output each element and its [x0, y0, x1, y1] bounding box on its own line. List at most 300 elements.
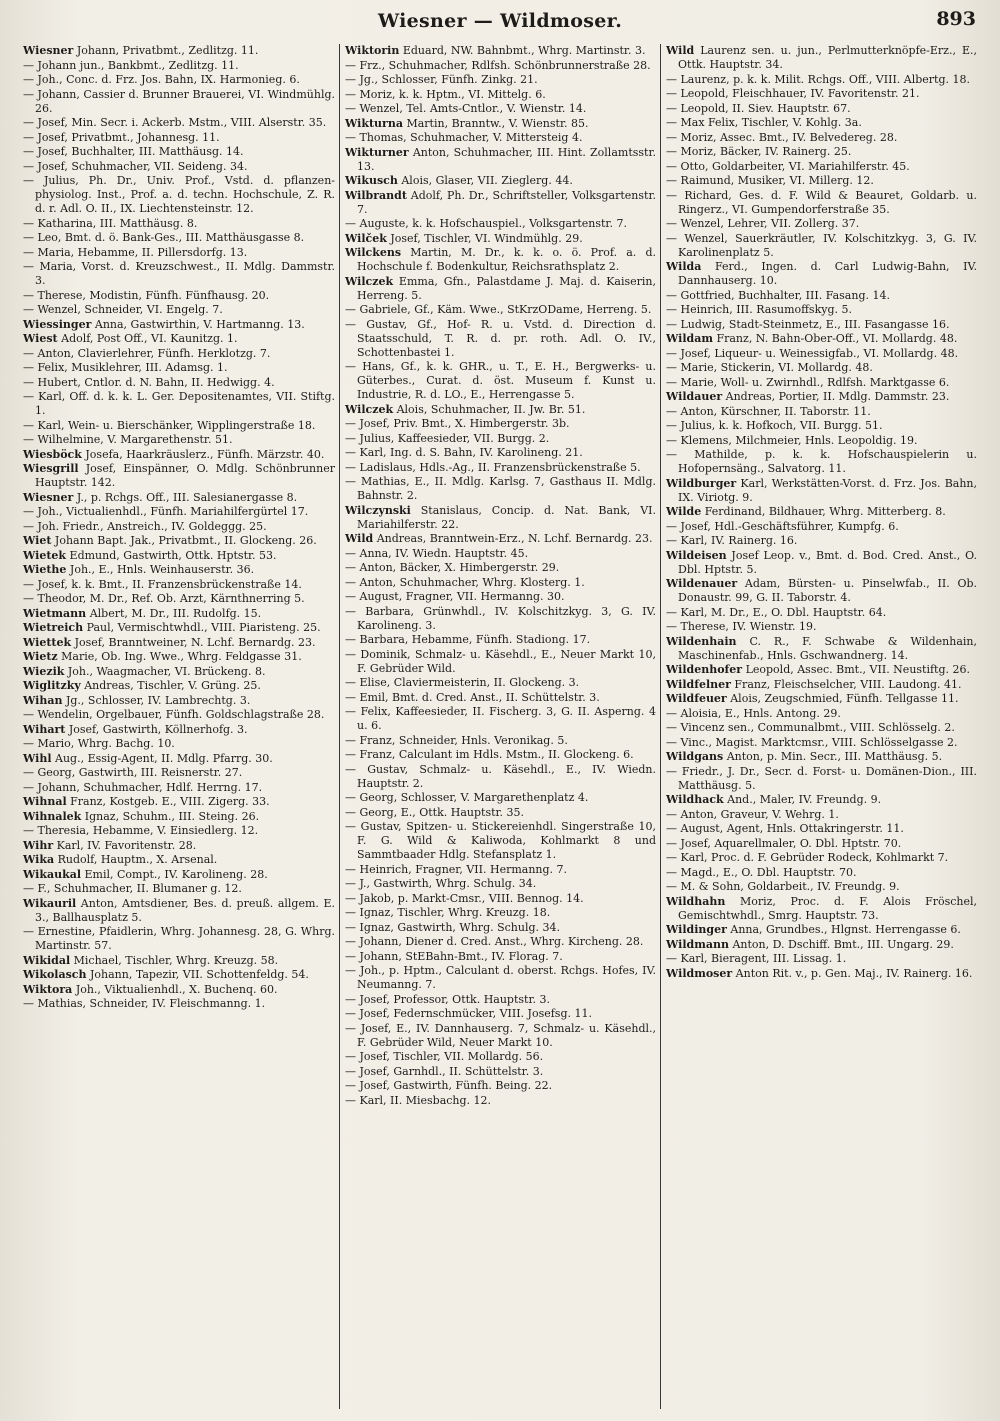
directory-entry [345, 964, 656, 992]
entry-details: — Johann, StEBahn-Bmt., IV. Florag. 7. [345, 949, 563, 963]
directory-entry [23, 433, 335, 447]
entry-details: Franz, N. Bahn-Ober-Off., VI. Mollardg. 48. [716, 332, 958, 345]
entry-surname: Wikturna [345, 116, 403, 130]
entry-details: — Vinc., Magist. Marktcmsr., VIII. Schlösselgasse 2. [666, 735, 958, 749]
entry-details: — Karl, Wein- u. Bierschänker, Wipplingerstraße 18. [23, 418, 316, 432]
entry-surname: Wilczynski [345, 503, 411, 517]
entry-details: — Katharina, III. Matthäusg. 8. [23, 216, 198, 230]
entry-surname: Wiktora [23, 982, 73, 996]
directory-entry [345, 102, 656, 116]
entry-details: — Gottfried, Buchhalter, III. Fasang. 14. [666, 288, 890, 302]
entry-details: — Joh., Conc. d. Frz. Jos. Bahn, IX. Harmonieg. 6. [23, 73, 300, 86]
entry-surname: Wilczek [345, 402, 394, 416]
directory-entry [23, 694, 335, 708]
column-2 [339, 44, 660, 1409]
directory-entry [666, 606, 977, 620]
entry-details: — Josef, Aquarellmaler, O. Dbl. Hptstr. 70. [666, 836, 902, 850]
directory-entry [666, 663, 977, 677]
entry-details: — Elise, Claviermeisterin, II. Glockeng. 3. [345, 676, 580, 689]
directory-entry [23, 217, 335, 231]
directory-entry [345, 633, 656, 647]
entry-details: — Franz, Schneider, Hnls. Veronikag. 5. [345, 733, 568, 747]
entry-details: Rudolf, Hauptm., X. Arsenal. [57, 853, 218, 866]
directory-entry [23, 824, 335, 838]
directory-entry [23, 332, 335, 346]
entry-details: — Maria, Hebamme, II. Pillersdorfg. 13. [23, 245, 248, 259]
directory-entry [345, 648, 656, 676]
directory-entry [23, 708, 335, 722]
directory-entry [666, 102, 977, 116]
entry-details: — Mathias, E., II. Mdlg. Karlsg. 7, Gasthaus II. Mdlg. Bahnstr. 2. [345, 475, 656, 502]
entry-details: Leopold, Assec. Bmt., VII. Neustiftg. 26. [745, 663, 971, 676]
directory-entry [666, 217, 977, 231]
directory-entry [23, 260, 335, 288]
directory-entry [23, 59, 335, 73]
entry-surname: Wiesner [23, 44, 74, 57]
directory-entry [23, 303, 335, 317]
entry-details: — Karl, M. Dr., E., O. Dbl. Hauptstr. 64. [666, 605, 887, 619]
entry-surname: Wiet [23, 534, 52, 547]
entry-details: Josef, Branntweiner, N. Lchf. Bernardg. 23. [74, 635, 316, 649]
directory-entry [345, 1079, 656, 1093]
entry-details: — Anton, Clavierlehrer, Fünfh. Herklotzg. 7. [23, 346, 271, 360]
entry-details: — Felix, Musiklehrer, III. Adamsg. 1. [23, 361, 228, 374]
entry-details: — Richard, Ges. d. F. Wild & Beauret, Goldarb. u. Ringerz., VI. Gumpendorferstraße 35. [666, 188, 977, 216]
directory-entry [23, 925, 335, 953]
entry-details: — Therese, Modistin, Fünfh. Fünfhausg. 20. [23, 288, 270, 302]
directory-entry [23, 116, 335, 130]
directory-entry [666, 303, 977, 317]
directory-entry [345, 146, 656, 174]
entry-details: — Moriz, Bäcker, IV. Rainerg. 25. [666, 145, 852, 158]
entry-details: Johann Bapt. Jak., Privatbmt., II. Glockeng. 26. [54, 534, 317, 547]
entry-details: Moriz, Proc. d. F. Alois Fröschel, Gemischtwhdl., Smrg. Hauptstr. 73. [678, 894, 977, 922]
entry-surname: Wietz [23, 650, 58, 663]
directory-entry [666, 361, 977, 375]
directory-entry [345, 863, 656, 877]
entry-surname: Wilda [666, 260, 702, 273]
entry-details: — Wenzel, Tel. Amts-Cntlor., V. Wienstr. 14. [345, 102, 587, 115]
directory-entry [23, 810, 335, 824]
entry-surname: Wiesner [23, 490, 74, 504]
entry-surname: Wilckens [345, 246, 402, 259]
directory-entry [23, 448, 335, 462]
directory-entry [345, 303, 656, 317]
directory-entry [23, 505, 335, 519]
entry-details: — August, Fragner, VII. Hermanng. 30. [345, 590, 565, 603]
directory-entry [23, 491, 335, 505]
entry-details: — Anton, Graveur, V. Wehrg. 1. [666, 807, 839, 821]
directory-entry [666, 549, 977, 577]
directory-entry [666, 145, 977, 159]
directory-entry [345, 117, 656, 131]
page-number: 893 [936, 8, 976, 30]
entry-details: Aug., Essig-Agent, II. Mdlg. Pfarrg. 30. [55, 751, 273, 765]
entry-details: Karl, Werkstätten-Vorst. d. Frz. Jos. Bahn, IX. Viriotg. 9. [678, 476, 977, 504]
directory-entry [23, 44, 335, 58]
entry-details: — Gabriele, Gf., Käm. Wwe., StKrzODame, Herreng. 5. [345, 303, 652, 316]
entry-details: — Jg., Schlosser, Fünfh. Zinkg. 21. [345, 73, 538, 86]
directory-entry [345, 547, 656, 561]
directory-entry [666, 750, 977, 764]
entry-details: Marie, Ob. Ing. Wwe., Whrg. Feldgasse 31. [61, 650, 302, 663]
entry-details: — Josef, Liqueur- u. Weinessigfab., VI. Mollardg. 48. [666, 346, 959, 360]
entry-details: — Karl, II. Miesbachg. 12. [345, 1093, 492, 1107]
directory-entry [345, 921, 656, 935]
entry-surname: Wiessinger [23, 317, 92, 331]
directory-entry [345, 892, 656, 906]
entry-surname: Wildam [666, 332, 713, 345]
entry-surname: Wildmoser [666, 966, 733, 980]
entry-surname: Wildhack [666, 793, 724, 806]
directory-entry [666, 952, 977, 966]
entry-surname: Wiktorin [345, 44, 400, 57]
directory-entry [23, 968, 335, 982]
directory-entry [666, 765, 977, 793]
entry-details: Laurenz sen. u. jun., Perlmutterknöpfe-Erz., E., Ottk. Hauptstr. 34. [678, 44, 977, 71]
directory-entry [345, 432, 656, 446]
entry-details: — Jakob, p. Markt-Cmsr., VIII. Bennog. 14. [345, 891, 584, 905]
directory-entry [23, 145, 335, 159]
entry-surname: Wikidal [23, 953, 71, 967]
directory-entry [345, 993, 656, 1007]
directory-entry [666, 938, 977, 952]
entry-details: — Max Felix, Tischler, V. Kohlg. 3a. [666, 116, 862, 129]
directory-entry [23, 650, 335, 664]
directory-entry [345, 877, 656, 891]
entry-surname: Wildauer [666, 390, 723, 403]
entry-details: — Julius, k. k. Hofkoch, VII. Burgg. 51. [666, 419, 883, 432]
entry-details: — Josef, E., IV. Dannhauserg. 7, Schmalz- u. Käsehdl., F. Gebrüder Wild, Neuer Markt 10. [345, 1021, 656, 1049]
directory-entry [345, 532, 656, 546]
entry-details: — Joh., p. Hptm., Calculant d. oberst. Rchgs. Hofes, IV. Neumanng. 7. [345, 964, 656, 991]
directory-entry [23, 88, 335, 116]
entry-details: — Vincenz sen., Communalbmt., VIII. Schlösselg. 2. [666, 721, 955, 734]
directory-entry [345, 131, 656, 145]
directory-entry [345, 174, 656, 188]
entry-details: — Ladislaus, Hdls.-Ag., II. Franzensbrückenstraße 5. [345, 460, 641, 474]
entry-details: — Wilhelmine, V. Margarethenstr. 51. [23, 433, 233, 446]
directory-entry [345, 748, 656, 762]
directory-entry [23, 592, 335, 606]
entry-details: — Josef, Priv. Bmt., X. Himbergerstr. 3b. [345, 417, 570, 430]
directory-entry [345, 403, 656, 417]
entry-details: Jg., Schlosser, IV. Lambrechtg. 3. [65, 693, 251, 707]
directory-entry [23, 231, 335, 245]
entry-details: Edmund, Gastwirth, Ottk. Hptstr. 53. [69, 548, 277, 562]
directory-entry [666, 534, 977, 548]
directory-entry [666, 318, 977, 332]
directory-entry [666, 131, 977, 145]
entry-surname: Wikusch [345, 174, 398, 187]
entry-details: — Karl, Proc. d. F. Gebrüder Rodeck, Kohlmarkt 7. [666, 851, 949, 864]
directory-entry [666, 376, 977, 390]
entry-surname: Wilbrandt [345, 188, 407, 202]
directory-entry [23, 578, 335, 592]
entry-details: — Josef, Gastwirth, Fünfh. Being. 22. [345, 1079, 553, 1092]
entry-details: Andreas, Branntwein-Erz., N. Lchf. Bernardg. 23. [376, 532, 653, 545]
directory-entry [345, 1007, 656, 1021]
directory-entry [23, 534, 335, 548]
directory-entry [345, 590, 656, 604]
directory-entry [345, 417, 656, 431]
entry-details: Alois, Glaser, VII. Zieglerg. 44. [401, 174, 573, 187]
entry-details: — Josef, Professor, Ottk. Hauptstr. 3. [345, 992, 550, 1006]
entry-details: Michael, Tischler, Whrg. Kreuzg. 58. [73, 953, 279, 967]
entry-surname: Wikturner [345, 145, 409, 159]
entry-details: Joh., E., Hnls. Weinhauserstr. 36. [69, 563, 255, 576]
entry-details: — Ludwig, Stadt-Steinmetz, E., III. Fasangasse 16. [666, 317, 950, 331]
directory-entry [666, 260, 977, 288]
entry-details: Joh., Viktualienhdl., X. Buchenq. 60. [75, 982, 278, 996]
entry-details: — Wenzel, Sauerkräutler, IV. Kolschitzkyg. 3, G. IV. Karolinenplatz 5. [666, 231, 977, 259]
entry-surname: Wild [345, 532, 374, 545]
entry-details: — Auguste, k. k. Hofschauspiel., Volksgartenstr. 7. [345, 217, 627, 230]
directory-entry [23, 160, 335, 174]
entry-details: — Karl, Bieragent, III. Lissag. 1. [666, 952, 847, 965]
directory-entry [23, 954, 335, 968]
entry-details: — Moriz, Assec. Bmt., IV. Belvedereg. 28. [666, 130, 898, 144]
directory-entry [345, 576, 656, 590]
entry-details: — Hubert, Cntlor. d. N. Bahn, II. Hedwigg. 4. [23, 375, 275, 389]
directory-entry [345, 246, 656, 274]
entry-details: — Karl, IV. Rainerg. 16. [666, 534, 798, 547]
directory-entry [666, 577, 977, 605]
directory-entry [345, 935, 656, 949]
directory-entry [345, 1065, 656, 1079]
directory-entry [666, 448, 977, 476]
directory-entry [23, 361, 335, 375]
directory-entry [23, 563, 335, 577]
entry-details: Anton Rit. v., p. Gen. Maj., IV. Rainerg. 16. [735, 966, 973, 980]
entry-details: — Joh., Victualienhdl., Fünfh. Mariahilfergürtel 17. [23, 505, 309, 518]
directory-entry [345, 1094, 656, 1108]
directory-entry [23, 347, 335, 361]
entry-surname: Wiglitzky [23, 679, 81, 692]
entry-surname: Wihnalek [23, 809, 82, 823]
entry-details: — Leopold, II. Siev. Hauptstr. 67. [666, 101, 851, 115]
entry-details: Josef, Gastwirth, Köllnerhofg. 3. [68, 722, 248, 736]
directory-entry [666, 923, 977, 937]
directory-entry [666, 692, 977, 706]
directory-entry [345, 806, 656, 820]
directory-entry [23, 376, 335, 390]
entry-surname: Wihnal [23, 795, 67, 808]
entry-surname: Wiest [23, 332, 58, 345]
entry-surname: Wikauril [23, 896, 77, 910]
entry-surname: Wihart [23, 722, 66, 736]
entry-surname: Wildhahn [666, 894, 726, 908]
directory-entry [23, 752, 335, 766]
entry-surname: Wiethe [23, 563, 67, 576]
entry-details: Johann, Tapezir, VII. Schottenfeldg. 54. [90, 968, 309, 981]
entry-details: — Josef, Buchhalter, III. Matthäusg. 14. [23, 145, 244, 158]
entry-surname: Wildenhain [666, 634, 737, 648]
entry-surname: Wietmann [23, 606, 87, 620]
directory-entry [345, 232, 656, 246]
entry-surname: Wihr [23, 838, 54, 852]
entry-details: — Heinrich, III. Rasumoffskyg. 5. [666, 303, 852, 316]
entry-details: Anna, Grundbes., Hlgnst. Herrengasse 6. [730, 923, 961, 936]
entry-details: — Mario, Whrg. Bachg. 10. [23, 737, 175, 750]
entry-details: — Leopold, Fleischhauer, IV. Favoritenstr. 21. [666, 87, 920, 100]
entry-details: — Heinrich, Fragner, VII. Hermanng. 7. [345, 862, 568, 876]
directory-entry [666, 332, 977, 346]
entry-details: — Anton, Bäcker, X. Himbergerstr. 29. [345, 561, 560, 574]
entry-details: Josef Leop. v., Bmt. d. Bod. Cred. Anst., O. Dbl. Hptstr. 5. [678, 548, 977, 576]
entry-details: — Josef, Federnschmücker, VIII. Josefsg. 11. [345, 1007, 592, 1020]
directory-entry [23, 679, 335, 693]
directory-entry [666, 678, 977, 692]
directory-entry [23, 882, 335, 896]
entry-details: Eduard, NW. Bahnbmt., Whrg. Martinstr. 3. [402, 44, 646, 57]
entry-details: — Joh. Friedr., Anstreich., IV. Goldeggg. 25. [23, 519, 267, 533]
directory-entry [23, 318, 335, 332]
directory-columns [18, 44, 982, 1409]
entry-surname: Wiettek [23, 635, 72, 649]
entry-details: — Theodor, M. Dr., Ref. Ob. Arzt, Kärnthnerring 5. [23, 592, 305, 605]
entry-surname: Wildburger [666, 476, 737, 490]
directory-entry [345, 189, 656, 217]
directory-entry [23, 997, 335, 1011]
entry-details: — Raimund, Musiker, VI. Millerg. 12. [666, 174, 874, 187]
directory-entry [666, 174, 977, 188]
directory-entry [666, 851, 977, 865]
entry-details: — Marie, Stickerin, VI. Mollardg. 48. [666, 361, 873, 374]
directory-entry [345, 734, 656, 748]
entry-details: — Anna, IV. Wiedn. Hauptstr. 45. [345, 546, 529, 560]
directory-entry [666, 405, 977, 419]
entry-details: — Aloisia, E., Hnls. Antong. 29. [666, 706, 841, 720]
entry-details: Andreas, Portier, II. Mdlg. Dammstr. 23. [725, 390, 950, 403]
entry-details: Martin, M. Dr., k. k. o. ö. Prof. a. d. Hochschule f. Bodenkultur, Reichsrathsplatz 2. [357, 246, 656, 273]
directory-entry [23, 520, 335, 534]
entry-details: — Josef, k. k. Bmt., II. Franzensbrückenstraße 14. [23, 577, 302, 591]
entry-details: Andreas, Tischler, V. Grüng. 25. [84, 679, 261, 692]
entry-details: Adam, Bürsten- u. Pinselwfab., II. Ob. Donaustr. 99, G. II. Taborstr. 4. [678, 577, 978, 604]
entry-details: — Laurenz, p. k. k. Milit. Rchgs. Off., VIII. Albertg. 18. [666, 72, 970, 86]
entry-surname: Wietek [23, 548, 67, 562]
directory-entry [666, 189, 977, 217]
directory-entry [23, 462, 335, 490]
entry-details: Josef, Tischler, VI. Windmühlg. 29. [390, 231, 583, 245]
directory-entry [666, 736, 977, 750]
directory-entry [345, 318, 656, 360]
directory-entry [666, 232, 977, 260]
directory-entry [23, 246, 335, 260]
entry-surname: Wildgans [666, 750, 724, 763]
entry-details: — Julius, Kaffeesieder, VII. Burgg. 2. [345, 431, 550, 445]
directory-entry [666, 967, 977, 981]
directory-entry [345, 504, 656, 532]
directory-entry [666, 837, 977, 851]
directory-entry [666, 419, 977, 433]
column-1 [18, 44, 339, 1409]
column-3 [660, 44, 981, 1409]
entry-details: Paul, Vermischtwhdl., VIII. Piaristeng. 25. [86, 621, 321, 634]
entry-surname: Wietreich [23, 621, 84, 634]
entry-surname: Wild [666, 44, 695, 57]
directory-entry [23, 607, 335, 621]
entry-details: J., p. Rchgs. Off., III. Salesianergasse 8. [76, 490, 298, 504]
entry-details: — Marie, Woll- u. Zwirnhdl., Rdlfsh. Marktgasse 6. [666, 375, 950, 389]
entry-surname: Wiezik [23, 664, 65, 678]
directory-entry [345, 88, 656, 102]
entry-surname: Wihl [23, 751, 52, 765]
directory-entry [666, 808, 977, 822]
entry-details: — Georg, Gastwirth, III. Reisnerstr. 27. [23, 766, 243, 779]
entry-details: — Dominik, Schmalz- u. Käsehdl., E., Neuer Markt 10, F. Gebrüder Wild. [345, 647, 656, 675]
directory-entry [666, 880, 977, 894]
directory-entry [345, 691, 656, 705]
directory-entry [666, 87, 977, 101]
entry-details: — Josef, Schuhmacher, VII. Seideng. 34. [23, 159, 248, 173]
entry-details: Stanislaus, Concip. d. Nat. Bank, VI. Mariahilferstr. 22. [357, 503, 656, 531]
page-header [0, 0, 1000, 44]
directory-entry [345, 676, 656, 690]
entry-surname: Wilček [345, 231, 387, 245]
directory-entry [23, 636, 335, 650]
entry-surname: Wildeisen [666, 548, 727, 562]
directory-entry [345, 59, 656, 73]
entry-details: — Franz, Calculant im Hdls. Mstm., II. Glockeng. 6. [345, 748, 634, 761]
directory-entry [23, 795, 335, 809]
entry-details: Ignaz, Schuhm., III. Steing. 26. [84, 809, 260, 823]
directory-entry [23, 289, 335, 303]
entry-details: Franz, Fleischselcher, VIII. Laudong. 41. [734, 677, 962, 691]
entry-details: Emil, Compt., IV. Karolineng. 28. [84, 867, 268, 881]
entry-details: — J., Gastwirth, Whrg. Schulg. 34. [345, 877, 537, 890]
entry-details: Anton, Schuhmacher, III. Hint. Zollamtsstr. 13. [357, 145, 656, 173]
entry-details: — Moriz, k. k. Hptm., VI. Mittelg. 6. [345, 87, 546, 101]
entry-details: — Josef, Min. Secr. i. Ackerb. Mstm., VIII. Alserstr. 35. [23, 116, 327, 129]
directory-entry [345, 360, 656, 402]
directory-entry [345, 461, 656, 475]
entry-surname: Wika [23, 853, 55, 866]
directory-entry [666, 289, 977, 303]
entry-details: Martin, Branntw., V. Wienstr. 85. [406, 116, 589, 130]
entry-surname: Wilczek [345, 274, 394, 288]
directory-entry [345, 446, 656, 460]
entry-details: Ferdinand, Bildhauer, Whrg. Mitterberg. 8. [704, 505, 946, 518]
entry-details: — Emil, Bmt. d. Cred. Anst., II. Schüttelstr. 3. [345, 690, 600, 704]
entry-details: — F., Schuhmacher, II. Blumaner g. 12. [23, 882, 242, 895]
entry-details: — Klemens, Milchmeier, Hnls. Leopoldig. 19. [666, 433, 918, 447]
entry-details: — Karl, Off. d. k. k. L. Ger. Depositenamtes, VII. Stiftg. 1. [23, 390, 335, 417]
entry-details: — Otto, Goldarbeiter, VI. Mariahilferstr. 45. [666, 159, 910, 173]
entry-details: — Josef, Tischler, VII. Mollardg. 56. [345, 1050, 544, 1063]
entry-details: — Gustav, Schmalz- u. Käsehdl., E., IV. Wiedn. Hauptstr. 2. [345, 762, 656, 790]
directory-entry [23, 723, 335, 737]
directory-entry [666, 434, 977, 448]
directory-entry [23, 131, 335, 145]
entry-details: — Magd., E., O. Dbl. Hauptstr. 70. [666, 865, 857, 879]
directory-entry [666, 116, 977, 130]
entry-surname: Wildenauer [666, 577, 738, 590]
directory-entry [345, 275, 656, 303]
directory-entry [666, 793, 977, 807]
entry-surname: Wihan [23, 693, 63, 707]
entry-details: Franz, Kostgeb. E., VIII. Zigerg. 33. [70, 795, 270, 808]
directory-entry [666, 73, 977, 87]
entry-surname: Wildenhofer [666, 663, 743, 676]
entry-details: Anna, Gastwirthin, V. Hartmanng. 13. [94, 317, 305, 331]
entry-details: Johann, Privatbmt., Zedlitzg. 11. [76, 44, 259, 57]
entry-details: — Friedr., J. Dr., Secr. d. Forst- u. Domänen-Dion., III. Matthäusg. 5. [666, 764, 977, 792]
entry-details: — Wenzel, Schneider, VI. Engelg. 7. [23, 303, 223, 316]
entry-details: — Georg, E., Ottk. Hauptstr. 35. [345, 805, 525, 819]
entry-details: — Therese, IV. Wienstr. 19. [666, 620, 817, 633]
